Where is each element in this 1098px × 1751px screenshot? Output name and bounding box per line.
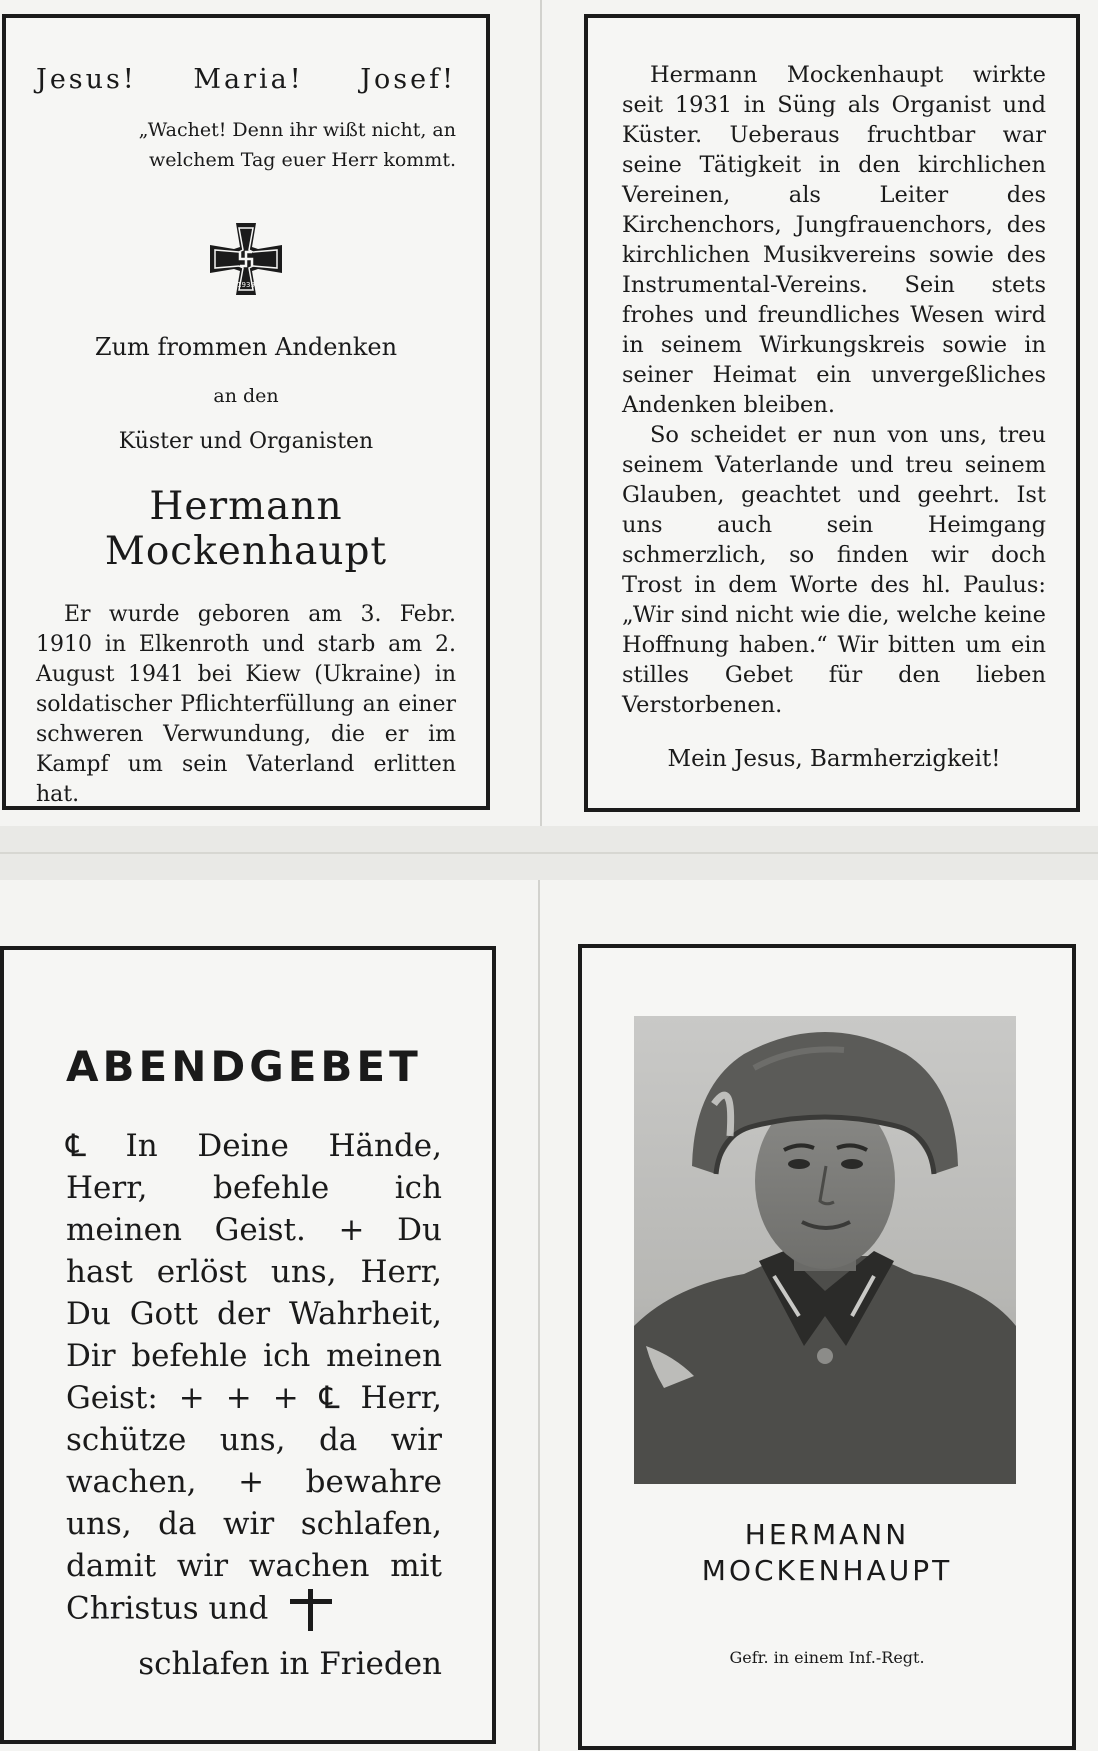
cross-icon: [288, 1587, 334, 1633]
memorial-line-3: Küster und Organisten: [118, 429, 374, 454]
prayer-text: ℄ In Deine Hände, Herr, befehle ich meinen Geist. + Du hast erlöst uns, Herr, Du Gott der Wahrheit, Dir befehle ich meinen Geist: + + + ℄ Herr, schütze uns, da wir wachen, + bewahre uns, da wir schlafen, damit wir wachen mit Christus und: [66, 1128, 442, 1627]
evening-prayer-card: [0, 946, 496, 1744]
soldier-portrait-photo: [634, 1016, 1016, 1484]
fold-line-bottom: [538, 880, 540, 1751]
closing-prayer: Mein Jesus, Barmherzigkeit!: [667, 746, 1001, 772]
iron-cross-icon: [208, 221, 284, 297]
memorial-line-1: Zum frommen Andenken: [94, 333, 398, 361]
invocation-maria: Maria!: [193, 64, 304, 95]
biography-text: Er wurde geboren am 3. Febr. 1910 in Elkenroth und starb am 2. August 1941 bei Kiew (Ukraine) in soldatischer Pflichterfüllung an einer schweren Verwundung, die er im Kampf um sein Vaterland erlitten hat.: [36, 602, 456, 807]
portrait-name-line-2: MOCKENHAUPT: [701, 1554, 953, 1587]
memorial-line-2: an den: [213, 385, 279, 407]
portrait-name-line-1: HERMANN: [744, 1518, 910, 1551]
prayer-title: ABENDGEBET: [66, 1042, 422, 1091]
prayer-body: [66, 1125, 442, 1685]
memorial-card-front: [2, 14, 490, 810]
verse-line-2: welchem Tag euer Herr kommt.: [148, 149, 456, 171]
prayer-ending: schlafen in Frieden: [138, 1646, 442, 1682]
tribute-paragraph-2: So scheidet er nun von uns, treu seinem Vaterlande und treu seinem Glauben, geachtet und geehrt. Ist uns auch sein Heimgang schmerzlich, so finden wir doch Trost in dem Worte des hl. Paulus: „Wir sind nicht wie die, welche keine Hoffnung haben.“ Wir bitten um ein stilles Gebet für den lieben Verstorbenen.: [622, 422, 1046, 718]
military-rank: Gefr. in einem Inf.-Regt.: [729, 1648, 925, 1667]
verse-line-1: „Wachet! Denn ihr wißt nicht, an: [138, 119, 456, 141]
cross-year: 1939: [237, 281, 255, 289]
fold-line-top: [540, 0, 542, 826]
deceased-name: Hermann Mockenhaupt: [104, 484, 388, 574]
fold-line-middle: [0, 852, 1098, 854]
tribute-paragraph-1: Hermann Mockenhaupt wirkte seit 1931 in Süng als Organist und Küster. Ueberaus fruchtbar war seine Tätigkeit in den kirchlichen Vereinen, als Leiter des Kirchenchors, Jungfrauenchors, des kirchlichen Musikvereins sowie des Instrumental-Vereins. Sein stets frohes und freundliches Wesen wird in seinem Wirkungskreis sowie in seiner Heimat ein unvergeßliches Andenken bleiben.: [622, 62, 1046, 418]
invocation-jesus: Jesus!: [36, 64, 137, 95]
invocation-line: [36, 64, 456, 95]
memorial-card-text: [584, 14, 1080, 812]
invocation-josef: Josef!: [360, 64, 456, 95]
bible-verse: [36, 115, 456, 175]
portrait-card: [578, 944, 1076, 1750]
